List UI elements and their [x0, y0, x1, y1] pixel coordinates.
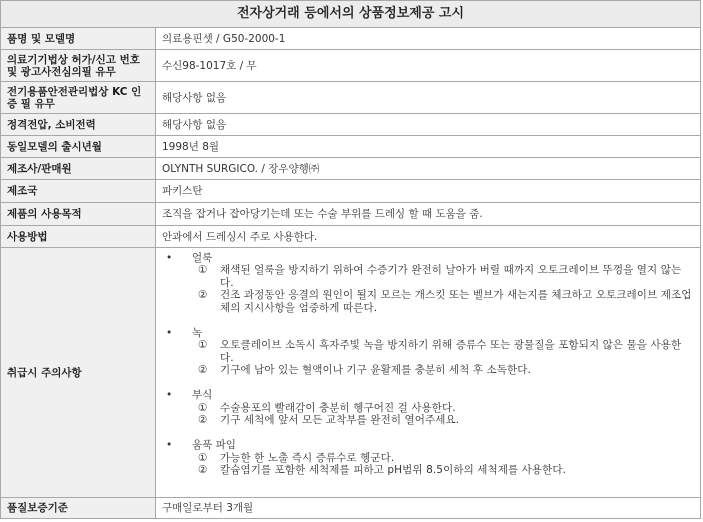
care-heading: 움푹 파임 — [192, 439, 236, 451]
row-label: 제조국 — [1, 180, 156, 203]
spacer — [164, 377, 694, 389]
table-row-care — [1, 248, 701, 498]
care-heading: 얼룩 — [192, 251, 213, 264]
item-number: ② — [198, 364, 208, 376]
row-value: 수신98-1017호 / 무 — [156, 50, 701, 82]
bullet-icon: • — [166, 439, 173, 451]
care-list — [162, 251, 694, 477]
bullet-icon: • — [166, 389, 173, 401]
item-text: 건조 과정동안 응결의 원인이 될지 모르는 개스킷 또는 벨브가 새는지를 체크하고 오토크레이브 제조업체의 지시사항을 엄중하게 따른다. — [220, 289, 692, 314]
table-row — [1, 28, 701, 50]
item-text: 수술용포의 빨래감이 충분히 헹구어진 걸 사용한다. — [220, 401, 456, 414]
item-number: ① — [198, 401, 208, 414]
item-text: 기구 세척에 앞서 모든 교착부를 완전히 열어주세요. — [220, 414, 460, 426]
table-row — [1, 180, 701, 203]
row-label: 제품의 사용목적 — [1, 203, 156, 226]
warranty-value: 구매일로부터 3개월 — [156, 498, 701, 519]
item-number: ① — [198, 264, 208, 276]
care-item — [198, 414, 694, 427]
care-content — [156, 248, 701, 498]
care-item — [198, 289, 694, 314]
item-text: 오토클레이브 소독시 흑자주빛 녹을 방지하기 위해 증류수 또는 광물질을 포함되지 않은 물을 사용한다. — [220, 339, 682, 364]
row-label: 동일모델의 출시년월 — [1, 136, 156, 158]
care-item — [198, 339, 694, 364]
item-text: 칼슘염기를 포함한 세척제를 피하고 pH범위 8.5이하의 세척제를 사용한다. — [220, 464, 567, 476]
row-value: 해당사항 없음 — [156, 114, 701, 136]
care-section — [164, 251, 694, 314]
item-number: ① — [198, 339, 208, 351]
care-item — [198, 364, 694, 377]
bullet-icon: • — [166, 251, 173, 264]
spacer — [164, 314, 694, 326]
care-item — [198, 264, 694, 289]
warranty-label: 품질보증기준 — [1, 498, 156, 519]
item-text: 채색된 얼룩을 방지하기 위하여 수증기가 완전히 날아가 버릴 때까지 오토크레이브 뚜껑을 열지 않는다. — [220, 264, 682, 289]
care-label: 취급시 주의사항 — [1, 248, 156, 498]
page-title: 전자상거래 등에서의 상품정보제공 고시 — [1, 1, 701, 28]
care-heading: 부식 — [192, 389, 213, 401]
row-label: 제조사/판매원 — [1, 158, 156, 180]
table-row — [1, 158, 701, 180]
row-value: 1998년 8월 — [156, 136, 701, 158]
row-label: 정격전압, 소비전력 — [1, 114, 156, 136]
row-value: 의료용핀셋 / G50-2000-1 — [156, 28, 701, 50]
care-heading: 녹 — [192, 326, 203, 339]
row-value: 안과에서 드레싱시 주로 사용한다. — [156, 226, 701, 248]
row-value: OLYNTH SURGICO. / 장우양행㈜ — [156, 158, 701, 180]
row-label: 전기용품안전관리법상 KC 인증 필 유무 — [1, 82, 156, 114]
table-row — [1, 136, 701, 158]
care-section — [164, 439, 694, 477]
bullet-icon: • — [166, 326, 173, 339]
row-label: 사용방법 — [1, 226, 156, 248]
row-label: 의료기기법상 허가/신고 번호 및 광고사전심의필 유무 — [1, 50, 156, 82]
table-row — [1, 226, 701, 248]
row-value: 해당사항 없음 — [156, 82, 701, 114]
item-text: 가능한 한 노출 즉시 증류수로 헹군다. — [220, 451, 395, 464]
table-row — [1, 203, 701, 226]
item-number: ② — [198, 464, 208, 476]
table-row — [1, 82, 701, 114]
item-number: ② — [198, 414, 208, 426]
table-row — [1, 50, 701, 82]
item-number: ① — [198, 451, 208, 464]
table-row — [1, 498, 701, 519]
care-item — [198, 464, 694, 477]
care-section — [164, 326, 694, 377]
item-text: 기구에 남아 있는 혈액이나 기구 윤활제를 충분히 세척 후 소독한다. — [220, 364, 531, 376]
care-item — [198, 402, 694, 415]
care-section — [164, 389, 694, 427]
table-row — [1, 114, 701, 136]
row-label: 품명 및 모델명 — [1, 28, 156, 50]
item-number: ② — [198, 289, 208, 301]
row-value: 파키스탄 — [156, 180, 701, 203]
care-item — [198, 452, 694, 465]
row-value: 조직을 잡거나 잡아당기는데 또는 수술 부위를 드레싱 할 때 도움을 줌. — [156, 203, 701, 226]
spacer — [164, 427, 694, 439]
